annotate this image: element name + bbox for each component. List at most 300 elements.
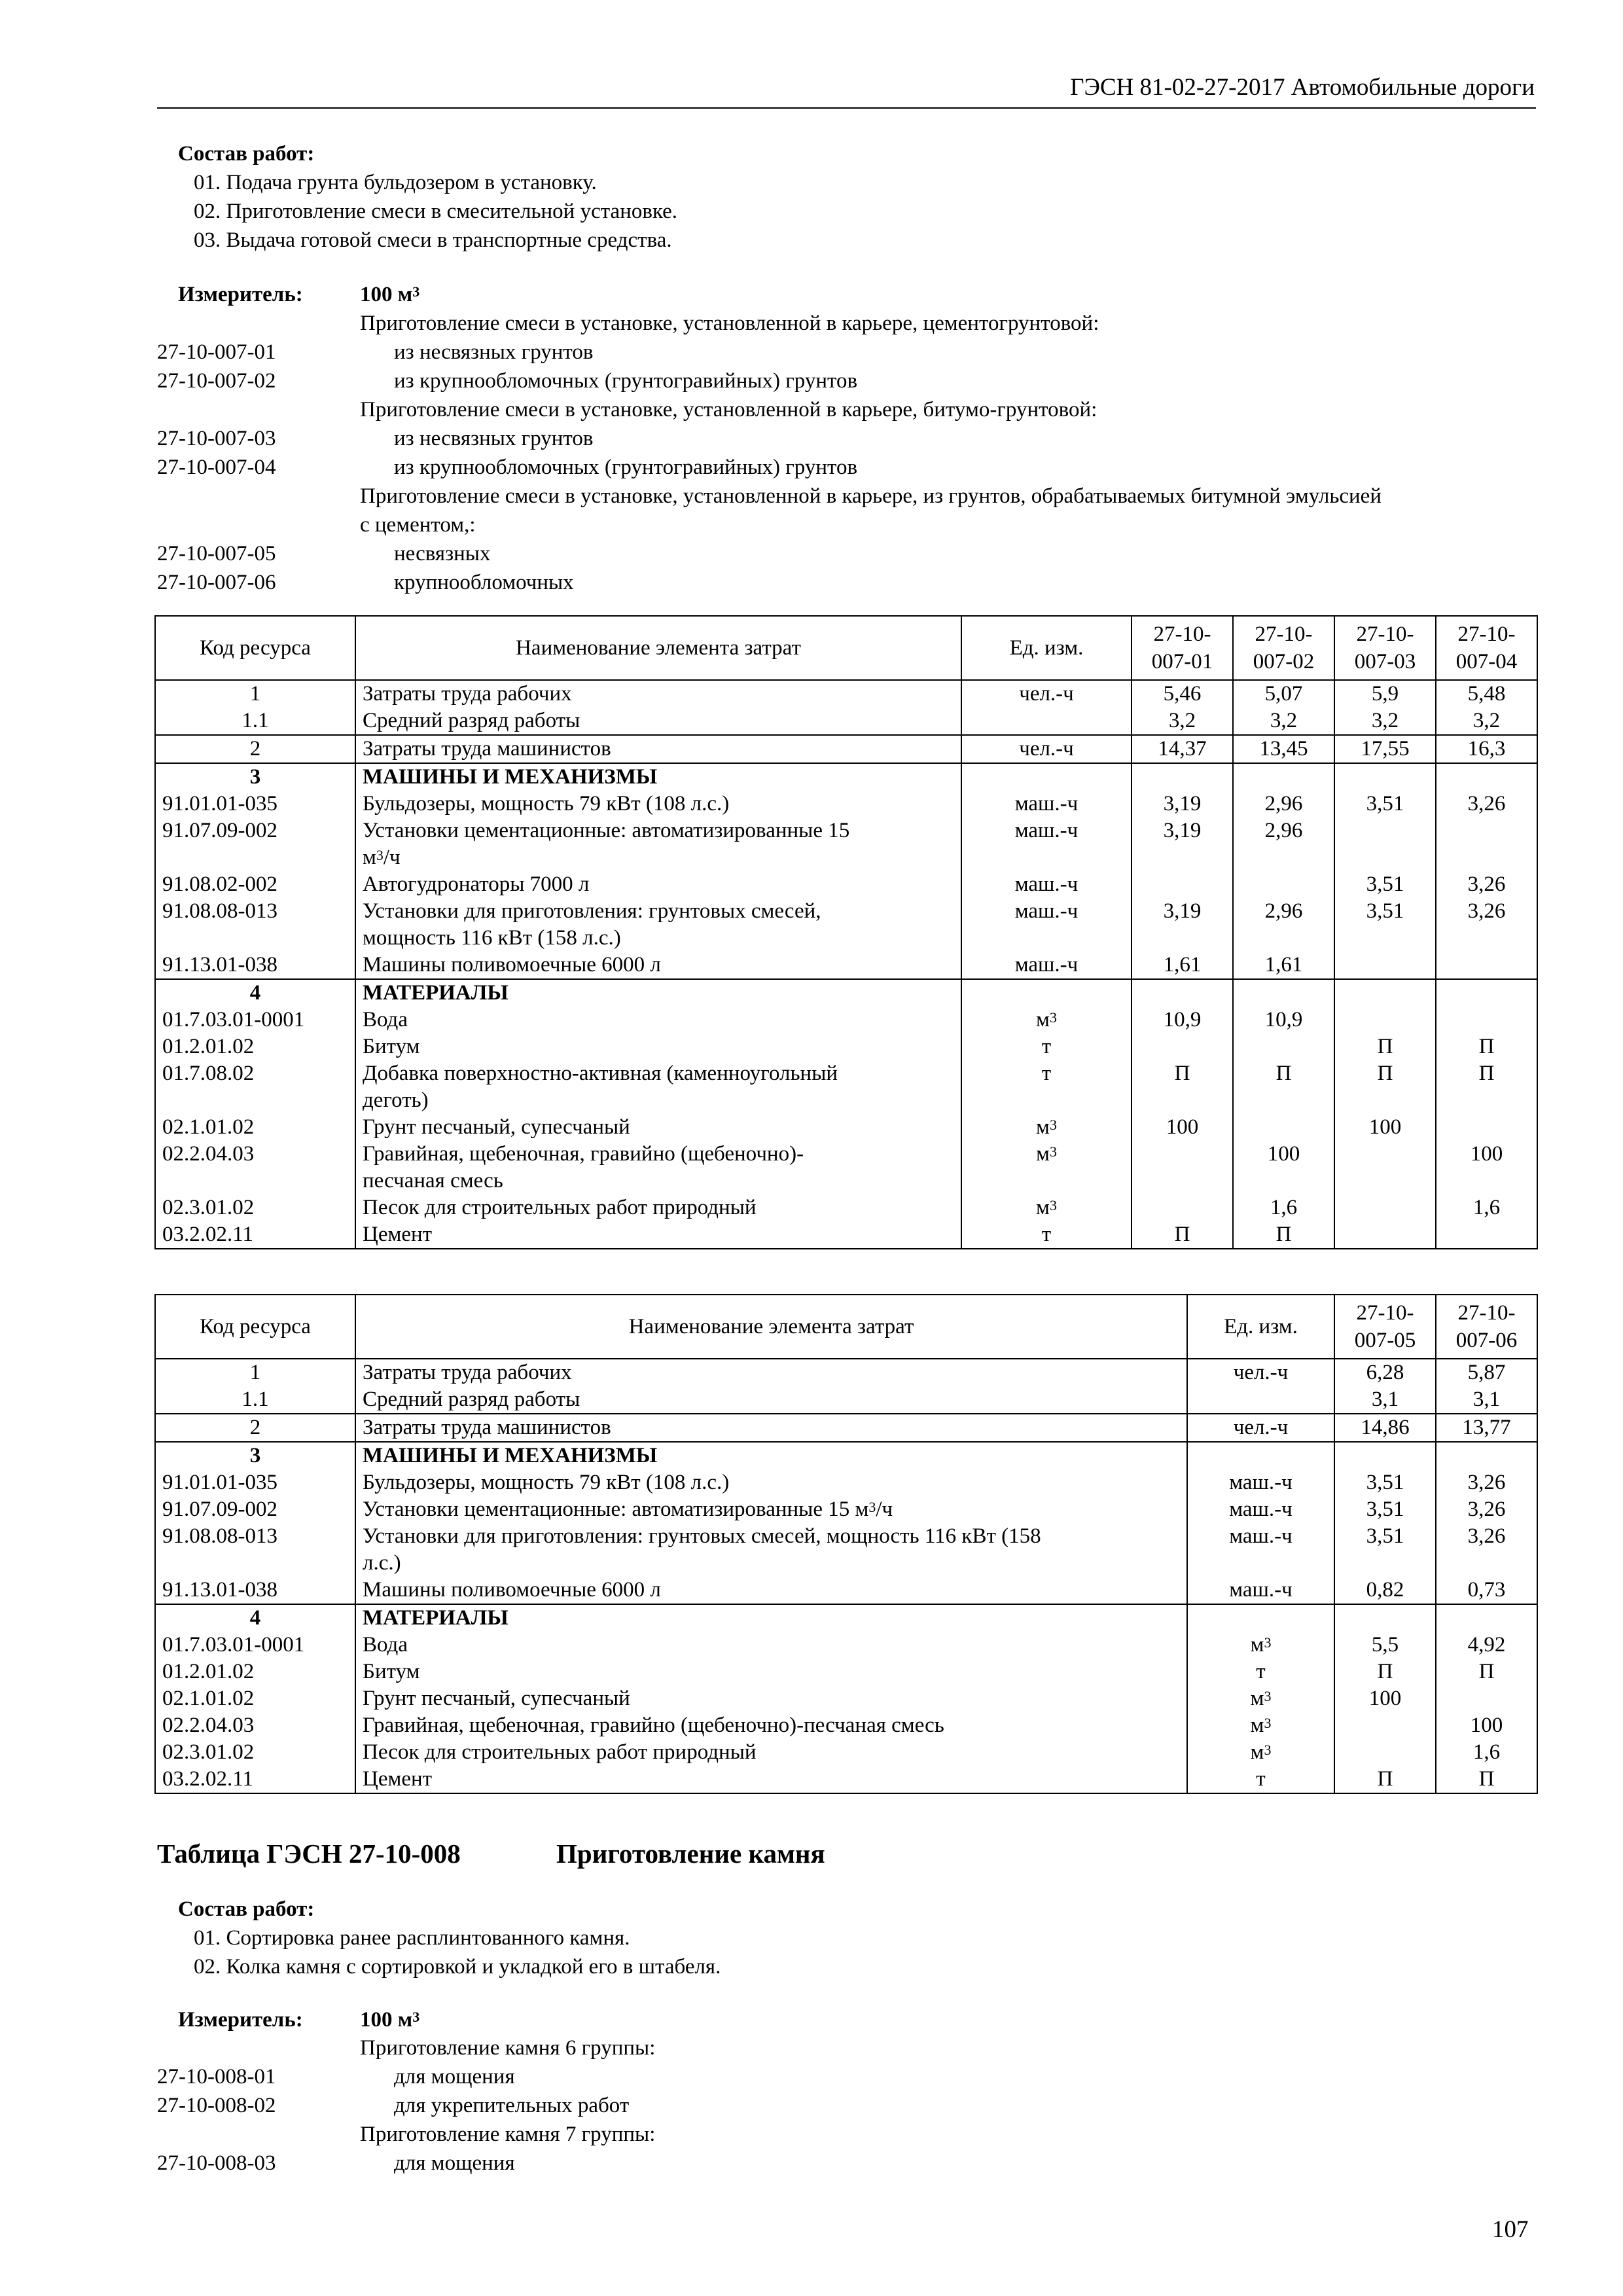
header-rate-code-line: 007-01 (1151, 650, 1213, 673)
rate-value: 3,19 (1132, 817, 1233, 871)
row-group (155, 1442, 1537, 1604)
table-row (155, 763, 1537, 791)
resource-unit (1187, 1632, 1334, 1659)
resource-unit (1187, 1712, 1334, 1739)
resource-name (355, 1194, 961, 1221)
rate-value: 1,6 (1233, 1194, 1334, 1221)
resource-name-text: Установки цементационные: автоматизированные 15 м (363, 1498, 869, 1521)
rate-value (1436, 817, 1537, 871)
meter-value-sup: 3 (412, 283, 420, 300)
resource-name-text: Затраты труда рабочих (363, 682, 572, 706)
rate-value: П (1132, 1060, 1233, 1114)
table-title: Приготовление камня (556, 1839, 825, 1869)
rate-value (1132, 1141, 1233, 1194)
resource-name (355, 1632, 1187, 1659)
rate-value: 3,51 (1334, 791, 1436, 817)
resource-name-text: Машины поливомоечные 6000 л (363, 953, 661, 977)
resource-code: 03.2.02.11 (155, 1766, 355, 1793)
rate-value: 16,3 (1436, 735, 1537, 763)
rate-value (1436, 952, 1537, 979)
rate-value: 5,07 (1233, 680, 1334, 708)
resource-name-text: Грунт песчаный, супесчаный (363, 1687, 630, 1710)
rate-value (1436, 1114, 1537, 1141)
resource-table-2 (154, 1294, 1538, 1794)
composition-item: 03. Выдача готовой смеси в транспортные средства. (194, 228, 672, 252)
header-code: Код ресурса (155, 1295, 355, 1359)
unit-text: т (1256, 1660, 1266, 1683)
resource-unit (961, 1141, 1132, 1194)
unit-text: маш.-ч (1229, 1578, 1293, 1602)
table-row (155, 979, 1537, 1007)
rate-text: для укрепительных работ (394, 2094, 630, 2117)
unit-text: чел.-ч (1019, 737, 1074, 761)
resource-name-text: Гравийная, щебеночная, гравийно (щебеночно)-песчаная смесь (363, 1713, 944, 1737)
table-row (155, 1496, 1537, 1523)
rate-value: 100 (1334, 1114, 1436, 1141)
header-rate-code (1132, 616, 1233, 680)
unit-sup: 3 (1264, 1688, 1272, 1704)
rate-code: 27-10-007-06 (157, 571, 276, 594)
resource-unit (961, 952, 1132, 979)
resource-code: 03.2.02.11 (155, 1221, 355, 1249)
table-row (155, 1632, 1537, 1659)
table-label: Таблица ГЭСН 27-10-008 (157, 1839, 461, 1869)
resource-unit (961, 1033, 1132, 1060)
header-rate-code-line: 27-10- (1356, 622, 1414, 646)
row-group (155, 1359, 1537, 1414)
row-group (155, 1604, 1537, 1793)
rate-value (1436, 1007, 1537, 1033)
resource-unit (961, 1114, 1132, 1141)
resource-code: 91.08.08-013 (155, 1523, 355, 1577)
resource-unit (961, 791, 1132, 817)
table-row (155, 1739, 1537, 1766)
resource-unit (961, 1221, 1132, 1249)
meter-value-sup: 3 (412, 2009, 420, 2025)
header-rate-code-line: 007-04 (1455, 650, 1518, 673)
rate-value (1334, 1141, 1436, 1194)
rate-value: 3,19 (1132, 898, 1233, 952)
rate-value: 3,2 (1233, 708, 1334, 735)
running-header: ГЭСН 81-02-27-2017 Автомобильные дороги (1070, 74, 1535, 101)
rate-code: 27-10-008-01 (157, 2065, 276, 2089)
table-row (155, 735, 1537, 763)
rate-value (1233, 979, 1334, 1007)
table-row (155, 1033, 1537, 1060)
resource-name-text: Автогудронаторы 7000 л (363, 872, 590, 896)
rate-value (1334, 1221, 1436, 1249)
resource-unit (1187, 1359, 1334, 1386)
resource-unit (961, 817, 1132, 871)
rate-value (1436, 1685, 1537, 1712)
header-code: Код ресурса (155, 616, 355, 680)
header-rate-code-line: 27-10- (1153, 622, 1211, 646)
resource-name (355, 763, 961, 791)
unit-text: маш.-ч (1229, 1471, 1293, 1494)
table-row (155, 1221, 1537, 1249)
resource-code: 3 (155, 763, 355, 791)
header-rate-code (1436, 1295, 1537, 1359)
rate-text: Приготовление камня 6 группы: (360, 2036, 656, 2060)
resource-code: 02.3.01.02 (155, 1194, 355, 1221)
rate-value: 5,46 (1132, 680, 1233, 708)
resource-name (355, 817, 961, 871)
rate-value: 3,51 (1334, 1523, 1436, 1577)
row-group (155, 680, 1537, 735)
resource-name-text: Бульдозеры, мощность 79 кВт (108 л.с.) (363, 1471, 730, 1494)
resource-code: 91.13.01-038 (155, 1577, 355, 1604)
rate-code: 27-10-007-05 (157, 542, 276, 565)
table-header (155, 616, 1537, 680)
resource-name-text: Гравийная, щебеночная, гравийно (щебеночно)- (363, 1142, 804, 1166)
rate-value: 1,61 (1132, 952, 1233, 979)
rate-value: П (1233, 1060, 1334, 1114)
resource-code: 02.2.04.03 (155, 1712, 355, 1739)
meter-label-2: Измеритель: (178, 2008, 303, 2032)
unit-sup: 3 (1264, 1715, 1272, 1731)
rate-value: 5,9 (1334, 680, 1436, 708)
rate-value: П (1436, 1060, 1537, 1114)
rate-value: 2,96 (1233, 898, 1334, 952)
table-row (155, 1414, 1537, 1442)
resource-name-text: МАШИНЫ И МЕХАНИЗМЫ (363, 765, 658, 789)
resource-name (355, 1359, 1187, 1386)
resource-unit (961, 680, 1132, 708)
rate-value: 3,2 (1132, 708, 1233, 735)
rate-value: 3,51 (1334, 1496, 1436, 1523)
rate-text: Приготовление смеси в установке, установленной в карьере, цементогрунтовой: (360, 312, 1099, 335)
header-rate-code-line: 007-06 (1455, 1329, 1518, 1352)
rate-text: крупнообломочных (394, 571, 574, 594)
meter-value-text: 100 м (360, 2008, 413, 2032)
resource-name-text: МАТЕРИАЛЫ (363, 1606, 508, 1630)
resource-name-text: Машины поливомоечные 6000 л (363, 1578, 661, 1602)
resource-name (355, 1739, 1187, 1766)
rate-text: из несвязных грунтов (394, 340, 594, 364)
rate-value (1334, 979, 1436, 1007)
resource-name (355, 680, 961, 708)
resource-unit (961, 1007, 1132, 1033)
resource-name (355, 1033, 961, 1060)
rate-value: 100 (1233, 1141, 1334, 1194)
rate-value: 3,1 (1334, 1386, 1436, 1414)
table-row (155, 1359, 1537, 1386)
rate-value (1334, 817, 1436, 871)
table-row (155, 1712, 1537, 1739)
meter-value (360, 280, 419, 309)
rate-text: Приготовление смеси в установке, установленной в карьере, из грунтов, обрабатываемых битумной эмульсией (360, 484, 1382, 508)
rate-value (1334, 1712, 1436, 1739)
resource-unit (961, 708, 1132, 735)
resource-name-text: деготь) (363, 1088, 429, 1112)
unit-sup: 3 (1049, 1009, 1057, 1026)
resource-name (355, 1442, 1187, 1469)
composition-item: 01. Сортировка ранее расплинтованного камня. (194, 1926, 630, 1950)
resource-code: 02.3.01.02 (155, 1739, 355, 1766)
resource-name (355, 1221, 961, 1249)
rate-value: П (1436, 1659, 1537, 1685)
rate-value (1436, 979, 1537, 1007)
resource-code: 1 (155, 1359, 355, 1386)
rate-text: для мощения (394, 2151, 515, 2175)
rate-value: 4,92 (1436, 1632, 1537, 1659)
resource-code: 4 (155, 979, 355, 1007)
resource-name-text: Песок для строительных работ природный (363, 1740, 757, 1764)
resource-name (355, 1060, 961, 1114)
rate-code: 27-10-007-03 (157, 427, 276, 450)
rate-value: 2,96 (1233, 817, 1334, 871)
table-row (155, 1194, 1537, 1221)
resource-unit (1187, 1414, 1334, 1442)
page-number: 107 (1492, 2216, 1529, 2243)
unit-text: м (1036, 1142, 1050, 1166)
rate-value: 100 (1436, 1712, 1537, 1739)
rate-value (1436, 1604, 1537, 1632)
rate-code: 27-10-007-01 (157, 340, 276, 364)
resource-table-1 (154, 615, 1538, 1249)
resource-code: 01.7.08.02 (155, 1060, 355, 1114)
resource-unit (1187, 1604, 1334, 1632)
resource-name-text: Установки для приготовления: грунтовых смесей, мощность 116 кВт (158 (363, 1524, 1041, 1548)
unit-sup: 3 (1049, 1197, 1057, 1213)
rate-value: 100 (1436, 1141, 1537, 1194)
table-row (155, 1060, 1537, 1114)
unit-sup: 3 (1049, 1117, 1057, 1133)
resource-name (355, 735, 961, 763)
rate-value: П (1334, 1766, 1436, 1793)
rate-value: 3,19 (1132, 791, 1233, 817)
resource-name-text: Добавка поверхностно-активная (каменноугольный (363, 1062, 838, 1085)
table-row (155, 1685, 1537, 1712)
unit-text: маш.-ч (1014, 872, 1079, 896)
header-rate-code-line: 007-03 (1354, 650, 1416, 673)
table-row (155, 1766, 1537, 1793)
resource-name-text: Песок для строительных работ природный (363, 1196, 757, 1219)
table-row (155, 898, 1537, 952)
resource-unit (1187, 1766, 1334, 1793)
unit-text: т (1256, 1767, 1266, 1791)
unit-sup: 3 (1264, 1742, 1272, 1758)
resource-name-text: Битум (363, 1035, 420, 1058)
resource-name-line2 (363, 1168, 954, 1194)
rate-value (1132, 871, 1233, 898)
header-rate-code (1233, 616, 1334, 680)
unit-text: м (1250, 1740, 1264, 1764)
header-rate-code-line: 27-10- (1255, 622, 1313, 646)
resource-name-text: л.с.) (363, 1551, 401, 1575)
resource-name-text: мощность 116 кВт (158 л.с.) (363, 926, 621, 950)
rate-value: 3,26 (1436, 791, 1537, 817)
rate-value: 3,51 (1334, 898, 1436, 952)
resource-code: 91.13.01-038 (155, 952, 355, 979)
table-row (155, 952, 1537, 979)
resource-code: 91.08.08-013 (155, 898, 355, 952)
resource-name-line2 (363, 1550, 1180, 1577)
resource-code: 91.08.02-002 (155, 871, 355, 898)
rate-text: с цементом,: (360, 513, 476, 537)
meter-value-2 (360, 2005, 419, 2034)
rate-value: 3,51 (1334, 1469, 1436, 1496)
resource-name (355, 898, 961, 952)
rate-text: несвязных (394, 542, 491, 565)
rate-value (1334, 1739, 1436, 1766)
resource-unit (961, 763, 1132, 791)
rate-text: для мощения (394, 2065, 515, 2089)
rate-value: 2,96 (1233, 791, 1334, 817)
resource-unit (961, 1060, 1132, 1114)
rate-text: из несвязных грунтов (394, 427, 594, 450)
resource-unit (961, 735, 1132, 763)
resource-code: 91.07.09-002 (155, 817, 355, 871)
resource-code: 1 (155, 680, 355, 708)
resource-unit (1187, 1659, 1334, 1685)
table-row (155, 871, 1537, 898)
table-row (155, 1523, 1537, 1577)
resource-name-text: МАШИНЫ И МЕХАНИЗМЫ (363, 1444, 658, 1467)
unit-text: маш.-ч (1229, 1524, 1293, 1548)
header-rate-code (1334, 616, 1436, 680)
unit-text: м (1250, 1713, 1264, 1737)
rate-value: 3,1 (1436, 1386, 1537, 1414)
resource-code: 2 (155, 735, 355, 763)
resource-name (355, 708, 961, 735)
unit-text: т (1041, 1035, 1052, 1058)
resource-code: 02.2.04.03 (155, 1141, 355, 1194)
rate-value: 6,28 (1334, 1359, 1436, 1386)
resource-unit (1187, 1577, 1334, 1604)
resource-name-sup: 3 (376, 847, 383, 863)
resource-code: 91.07.09-002 (155, 1496, 355, 1523)
resource-code: 1.1 (155, 708, 355, 735)
rate-value (1132, 979, 1233, 1007)
unit-text: маш.-ч (1229, 1498, 1293, 1521)
rate-value: 10,9 (1233, 1007, 1334, 1033)
rate-value: П (1436, 1033, 1537, 1060)
header-unit: Ед. изм. (961, 616, 1132, 680)
rate-value: 1,6 (1436, 1194, 1537, 1221)
composition-title-2: Состав работ: (178, 1897, 315, 1921)
resource-name (355, 1766, 1187, 1793)
rate-value (1334, 1007, 1436, 1033)
rate-value (1436, 1442, 1537, 1469)
resource-name-text: Установки для приготовления: грунтовых смесей, (363, 899, 821, 923)
resource-name (355, 1141, 961, 1194)
rate-text: Приготовление смеси в установке, установленной в карьере, битумо-грунтовой: (360, 398, 1097, 422)
rate-value: 100 (1132, 1114, 1233, 1141)
resource-unit (1187, 1523, 1334, 1577)
rate-value: 3,26 (1436, 1469, 1537, 1496)
resource-code: 91.01.01-035 (155, 1469, 355, 1496)
unit-text: т (1041, 1062, 1052, 1085)
rate-value (1132, 1033, 1233, 1060)
header-name: Наименование элемента затрат (355, 616, 961, 680)
resource-name-text: Цемент (363, 1767, 433, 1791)
rate-value (1233, 871, 1334, 898)
resource-code: 01.7.03.01-0001 (155, 1007, 355, 1033)
resource-name-text: Затраты труда рабочих (363, 1361, 572, 1384)
meter-label: Измеритель: (178, 283, 303, 306)
table-row (155, 1007, 1537, 1033)
resource-name (355, 1007, 961, 1033)
rate-value (1132, 1194, 1233, 1221)
rate-value (1334, 763, 1436, 791)
table-row (155, 1141, 1537, 1194)
rate-value: 14,86 (1334, 1414, 1436, 1442)
rate-value: 3,26 (1436, 1496, 1537, 1523)
resource-name (355, 1604, 1187, 1632)
rate-value: 1,61 (1233, 952, 1334, 979)
table-header (155, 1295, 1537, 1359)
unit-text: м (1250, 1633, 1264, 1657)
rate-value (1233, 1033, 1334, 1060)
resource-name-text: Затраты труда машинистов (363, 1416, 611, 1439)
table-row (155, 1442, 1537, 1469)
rate-value: П (1233, 1221, 1334, 1249)
unit-text: чел.-ч (1233, 1416, 1289, 1439)
rate-code: 27-10-007-04 (157, 456, 276, 479)
resource-name (355, 1414, 1187, 1442)
header-name: Наименование элемента затрат (355, 1295, 1187, 1359)
rate-value: 1,6 (1436, 1739, 1537, 1766)
header-rate-code-line: 27-10- (1457, 1301, 1516, 1325)
resource-name (355, 1386, 1187, 1414)
rate-value: 13,77 (1436, 1414, 1537, 1442)
header-rate-code-line: 007-05 (1354, 1329, 1416, 1352)
resource-unit (1187, 1442, 1334, 1469)
resource-name-line2 (363, 925, 954, 952)
resource-unit (1187, 1386, 1334, 1414)
rate-value: 3,51 (1334, 871, 1436, 898)
resource-name (355, 1469, 1187, 1496)
resource-unit (961, 898, 1132, 952)
resource-code: 01.7.03.01-0001 (155, 1632, 355, 1659)
rate-value: 10,9 (1132, 1007, 1233, 1033)
resource-code: 91.01.01-035 (155, 791, 355, 817)
unit-text: м (1250, 1687, 1264, 1710)
resource-name-text: Установки цементационные: автоматизированные 15 (363, 819, 850, 842)
rate-text: из крупнообломочных (грунтогравийных) грунтов (394, 456, 858, 479)
header-unit: Ед. изм. (1187, 1295, 1334, 1359)
composition-item: 01. Подача грунта бульдозером в установку. (194, 171, 597, 194)
rate-value (1132, 763, 1233, 791)
unit-text: маш.-ч (1014, 899, 1079, 923)
table-row (155, 708, 1537, 735)
table-row (155, 1604, 1537, 1632)
resource-code: 01.2.01.02 (155, 1659, 355, 1685)
rate-value: 13,45 (1233, 735, 1334, 763)
resource-name-text: Вода (363, 1008, 408, 1031)
resource-name-text: Затраты труда машинистов (363, 737, 611, 761)
header-row (155, 1295, 1537, 1359)
rate-text: Приготовление камня 7 группы: (360, 2123, 656, 2146)
table-row (155, 791, 1537, 817)
rate-value: П (1334, 1060, 1436, 1114)
resource-code: 02.1.01.02 (155, 1685, 355, 1712)
resource-unit (1187, 1496, 1334, 1523)
rate-value (1334, 952, 1436, 979)
unit-text: чел.-ч (1019, 682, 1074, 706)
rate-text: из крупнообломочных (грунтогравийных) грунтов (394, 369, 858, 393)
unit-text: м (1036, 1196, 1050, 1219)
resource-name-text: Средний разряд работы (363, 709, 580, 732)
resource-name (355, 979, 961, 1007)
resource-name (355, 1685, 1187, 1712)
rate-value: 14,37 (1132, 735, 1233, 763)
rate-value (1233, 763, 1334, 791)
resource-name-text: МАТЕРИАЛЫ (363, 981, 508, 1005)
table-row (155, 817, 1537, 871)
resource-name-text: Средний разряд работы (363, 1388, 580, 1411)
